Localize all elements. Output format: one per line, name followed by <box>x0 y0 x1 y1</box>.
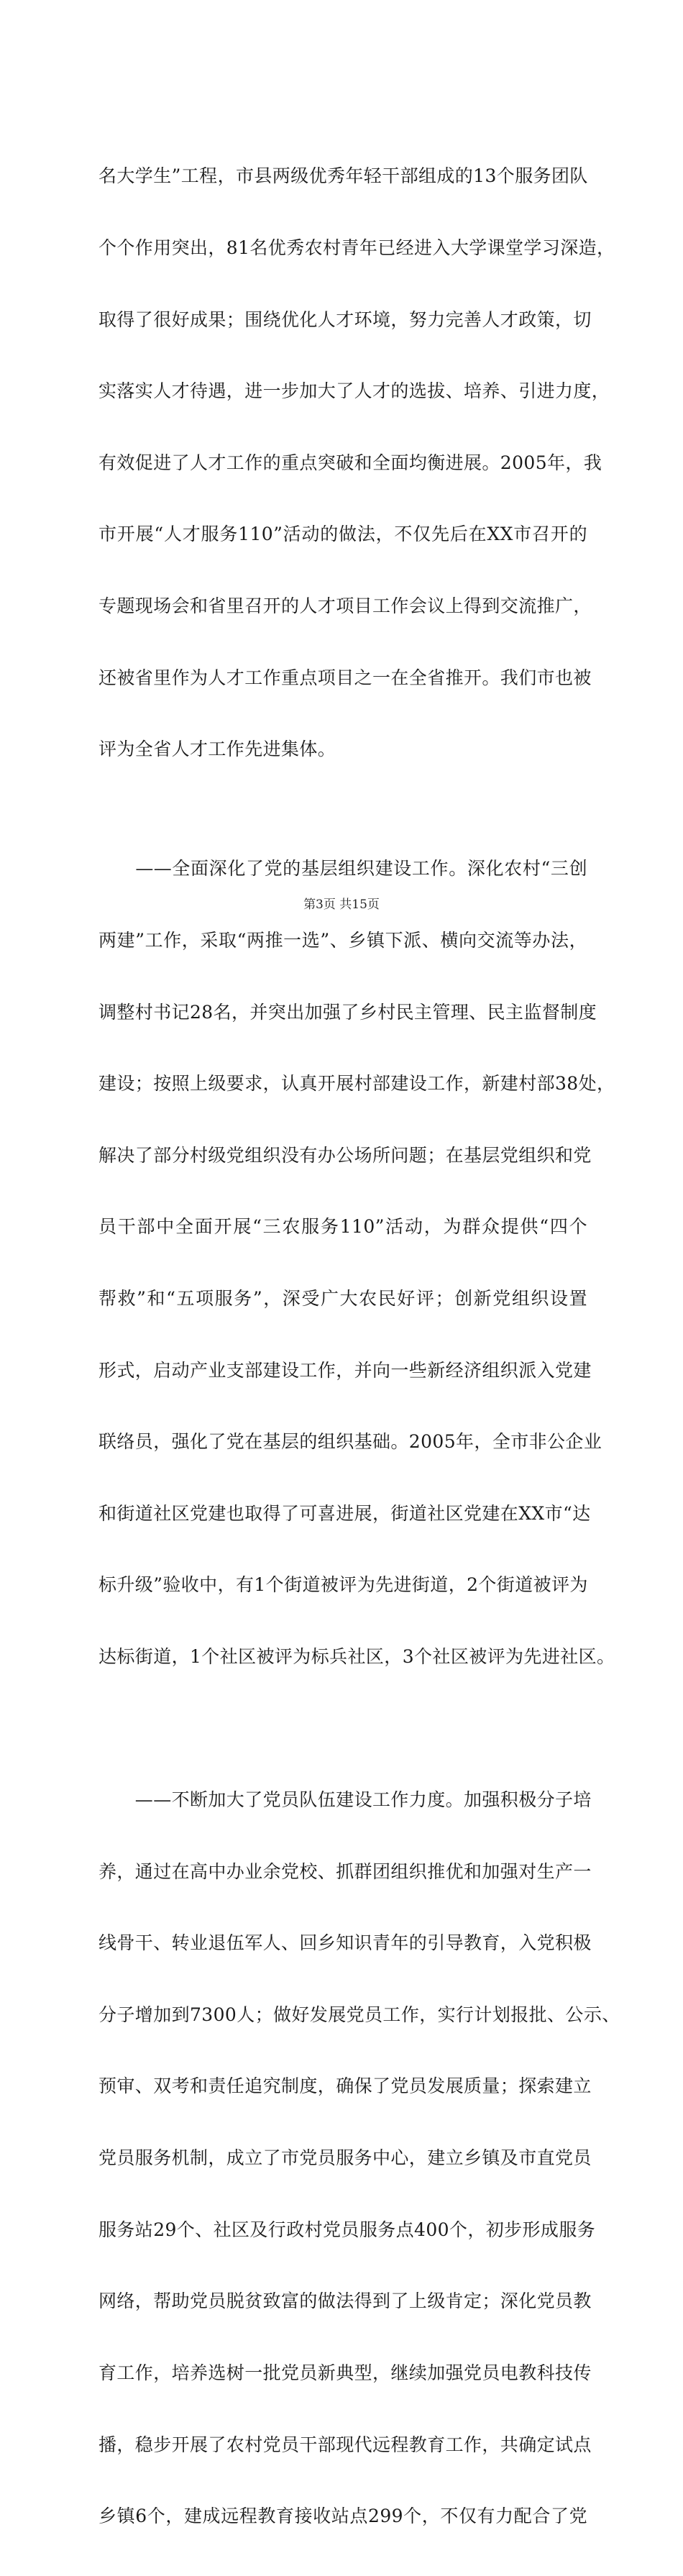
text-line: 市开展“人才服务110”活动的做法，不仅先后在XX市召开的 <box>98 524 587 545</box>
text-line: 党员服务机制，成立了市党员服务中心，建立乡镇及市直党员 <box>98 2147 592 2169</box>
document-body <box>98 117 620 2576</box>
text-line: 和街道社区党建也取得了可喜进展，街道社区党建在XX市“达 <box>98 1502 591 1524</box>
text-line: 两建”工作，采取“两推一选”、乡镇下派、横向交流等办法， <box>98 929 587 951</box>
paragraph-party-member-team <box>98 1740 620 2576</box>
text-line: 调整村书记28名，并突出加强了乡村民主管理、民主监督制度 <box>98 1001 597 1023</box>
text-line: 有效促进了人才工作的重点突破和全面均衡进展。2005年，我 <box>98 452 602 473</box>
text-line: 实落实人才待遇，进一步加大了人才的选拔、培养、引进力度， <box>98 380 610 402</box>
paragraph-grassroots-organization <box>98 809 615 1717</box>
text-line: 帮救”和“五项服务”，深受广大农民好评；创新党组织设置 <box>98 1287 587 1309</box>
text-line: 还被省里作为人才工作重点项目之一在全省推开。我们市也被 <box>98 667 592 688</box>
text-line: 乡镇6个，建成远程教育接收站点299个，不仅有力配合了党 <box>98 2506 587 2527</box>
text-line: ——全面深化了党的基层组织建设工作。深化农村“三创 <box>98 858 587 880</box>
text-line: 名大学生”工程，市县两级优秀年轻干部组成的13个服务团队 <box>98 165 588 187</box>
text-line: 养，通过在高中办业余党校、抓群团组织推优和加强对生产一 <box>98 1860 592 1882</box>
text-line: 专题现场会和省里召开的人才项目工作会议上得到交流推广， <box>98 595 592 617</box>
page-number-footer: 第3页 共15页 <box>303 898 380 912</box>
text-line: 建设；按照上级要求，认真开展村部建设工作，新建村部38处， <box>98 1073 615 1095</box>
text-line: 评为全省人才工作先进集体。 <box>98 739 336 760</box>
text-line: 服务站29个、社区及行政村党员服务点400个，初步形成服务 <box>98 2219 596 2240</box>
text-line: 标升级”验收中，有1个街道被评为先进街道，2个街道被评为 <box>98 1574 588 1596</box>
text-line: 员干部中全面开展“三农服务110”活动，为群众提供“四个 <box>98 1216 587 1238</box>
text-line: 育工作，培养选树一批党员新典型，继续加强党员电教科技传 <box>98 2362 592 2383</box>
text-line: 解决了部分村级党组织没有办公场所问题；在基层党组织和党 <box>98 1144 592 1166</box>
text-line: 取得了很好成果；围绕优化人才环境，努力完善人才政策，切 <box>98 309 592 330</box>
text-line: 预审、双考和责任追究制度，确保了党员发展质量；探索建立 <box>98 2075 592 2097</box>
text-line: 播，稳步开展了农村党员干部现代远程教育工作，共确定试点 <box>98 2434 592 2455</box>
paragraph-talent-work <box>98 117 615 809</box>
text-line: 线骨干、转业退伍军人、回乡知识青年的引导教育，入党积极 <box>98 1932 592 1954</box>
text-line: 网络，帮助党员脱贫致富的做法得到了上级肯定；深化党员教 <box>98 2290 592 2312</box>
text-line: 达标街道，1个社区被评为标兵社区，3个社区被评为先进社区。 <box>98 1646 615 1667</box>
text-line: ——不断加大了党员队伍建设工作力度。加强积极分子培 <box>98 1789 592 1811</box>
paragraph-spacer <box>98 1717 587 1740</box>
text-line: 形式，启动产业支部建设工作，并向一些新经济组织派入党建 <box>98 1359 592 1381</box>
text-line: 分子增加到7300人；做好发展党员工作，实行计划报批、公示、 <box>98 2004 620 2025</box>
text-line: 联络员，强化了党在基层的组织基础。2005年，全市非公企业 <box>98 1431 602 1453</box>
text-line: 个个作用突出，81名优秀农村青年已经进入大学课堂学习深造， <box>98 237 615 259</box>
